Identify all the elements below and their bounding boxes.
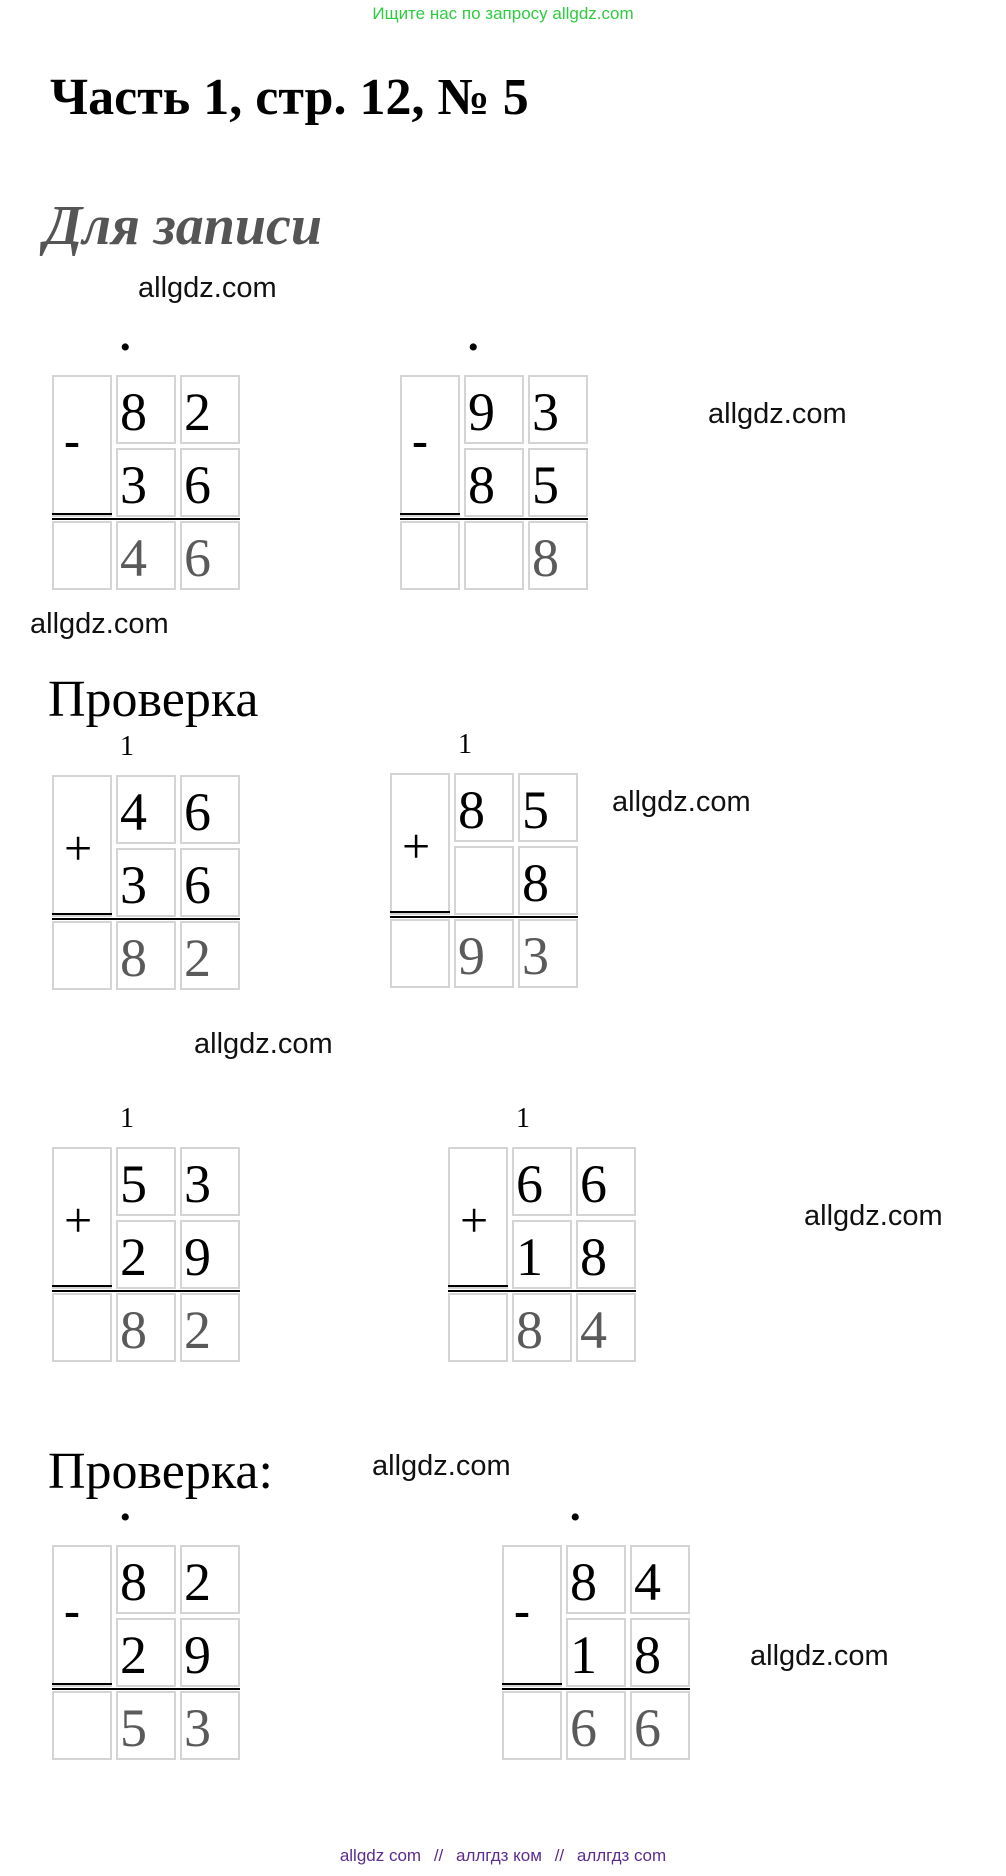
result-digit: 8 xyxy=(120,1300,147,1360)
bottom-digit: 8 xyxy=(580,1227,607,1287)
sign-cell xyxy=(400,375,460,517)
bottom-digit: 9 xyxy=(184,1227,211,1287)
operator-sign: - xyxy=(514,1584,530,1637)
top-digit: 8 xyxy=(458,780,485,840)
search-banner: Ищите нас по запросу allgdz.com xyxy=(372,4,634,23)
top-digit-cell xyxy=(576,1147,636,1216)
operator-sign: + xyxy=(460,1192,489,1248)
result-digit: 3 xyxy=(184,1698,211,1758)
page-title: Часть 1, стр. 12, № 5 xyxy=(50,69,529,126)
result-digit-cell xyxy=(116,1293,176,1362)
bottom-digit: 1 xyxy=(570,1625,597,1685)
result-digit: 6 xyxy=(570,1698,597,1758)
watermark: allgdz.com xyxy=(194,1028,333,1060)
top-digit: 2 xyxy=(184,382,211,442)
sum-line xyxy=(52,1290,240,1292)
sum-line-double xyxy=(390,911,450,913)
top-digit-cell xyxy=(180,775,240,844)
result-digit-cell xyxy=(180,521,240,590)
bottom-digit: 6 xyxy=(184,855,211,915)
result-digit: 8 xyxy=(532,528,559,588)
result-digit-cell xyxy=(566,1691,626,1760)
bottom-digit-cell xyxy=(116,848,176,917)
sum-line xyxy=(52,518,240,520)
sum-line-double xyxy=(52,1683,112,1685)
footer-link-allgdz-mixed[interactable]: аллгдз com xyxy=(576,1846,667,1865)
bottom-digit-cell xyxy=(576,1220,636,1289)
bottom-digit: 6 xyxy=(184,455,211,515)
sign-cell xyxy=(502,1545,562,1687)
top-digit-cell xyxy=(180,1147,240,1216)
bottom-digit: 9 xyxy=(184,1625,211,1685)
bottom-digit-cell xyxy=(116,448,176,517)
sum-line xyxy=(400,518,588,520)
top-digit-cell xyxy=(180,375,240,444)
top-digit-cell xyxy=(116,1545,176,1614)
sign-cell xyxy=(52,375,112,517)
bottom-digit-cell xyxy=(454,846,514,915)
bottom-digit-cell xyxy=(180,848,240,917)
watermark: allgdz.com xyxy=(708,398,847,430)
borrow-dot: • xyxy=(120,1501,131,1534)
sum-line-double xyxy=(52,913,112,915)
borrow-dot: • xyxy=(570,1501,581,1534)
top-digit-cell xyxy=(116,375,176,444)
result-empty-cell xyxy=(502,1691,562,1760)
result-empty-cell xyxy=(390,919,450,988)
footer-links xyxy=(0,1846,1006,1866)
result-digit: 5 xyxy=(120,1698,147,1758)
carry-mark: 1 xyxy=(120,731,134,762)
top-digit-cell xyxy=(512,1147,572,1216)
operator-sign: - xyxy=(412,414,428,467)
result-digit: 9 xyxy=(458,926,485,986)
watermark: allgdz.com xyxy=(612,786,751,818)
top-digit: 8 xyxy=(120,1552,147,1612)
result-digit: 3 xyxy=(522,926,549,986)
result-digit-cell xyxy=(116,1691,176,1760)
sum-line xyxy=(52,918,240,920)
bottom-digit-cell xyxy=(512,1220,572,1289)
top-digit: 5 xyxy=(120,1154,147,1214)
bottom-digit-cell xyxy=(630,1618,690,1687)
top-digit: 3 xyxy=(532,382,559,442)
bottom-digit-cell xyxy=(180,1220,240,1289)
operator-sign: + xyxy=(64,1192,93,1248)
top-digit-cell xyxy=(116,775,176,844)
result-digit: 4 xyxy=(580,1300,607,1360)
result-digit-cell xyxy=(528,521,588,590)
bottom-digit-cell xyxy=(566,1618,626,1687)
result-empty-cell xyxy=(52,521,112,590)
sum-line-double xyxy=(400,513,460,515)
result-digit-cell xyxy=(576,1293,636,1362)
operator-sign: + xyxy=(402,818,431,874)
result-digit: 8 xyxy=(516,1300,543,1360)
bottom-digit-cell xyxy=(180,448,240,517)
result-empty-cell xyxy=(52,921,112,990)
result-empty-cell xyxy=(52,1293,112,1362)
watermark: allgdz.com xyxy=(372,1450,511,1482)
result-digit-cell xyxy=(464,521,524,590)
result-digit-cell xyxy=(116,521,176,590)
top-digit: 9 xyxy=(468,382,495,442)
watermark: allgdz.com xyxy=(30,608,169,640)
result-digit-cell xyxy=(116,921,176,990)
bottom-digit: 1 xyxy=(516,1227,543,1287)
top-digit: 6 xyxy=(516,1154,543,1214)
bottom-digit-cell xyxy=(518,846,578,915)
section-subtitle: Для записи xyxy=(44,195,322,257)
footer-link-allgdz-ru[interactable]: аллгдз ком xyxy=(456,1846,542,1865)
bottom-digit: 3 xyxy=(120,855,147,915)
result-digit-cell xyxy=(180,1293,240,1362)
top-digit-cell xyxy=(454,773,514,842)
top-digit: 2 xyxy=(184,1552,211,1612)
top-digit-cell xyxy=(116,1147,176,1216)
top-digit: 3 xyxy=(184,1154,211,1214)
sum-line-double xyxy=(52,1285,112,1287)
footer-separator: // xyxy=(433,1846,444,1865)
top-digit-cell xyxy=(566,1545,626,1614)
operator-sign: - xyxy=(64,414,80,467)
watermark: allgdz.com xyxy=(804,1200,943,1232)
operator-sign: + xyxy=(64,820,93,876)
check-heading: Проверка xyxy=(48,671,259,728)
top-digit-cell xyxy=(528,375,588,444)
bottom-digit-cell xyxy=(180,1618,240,1687)
bottom-digit-cell xyxy=(464,448,524,517)
result-empty-cell xyxy=(52,1691,112,1760)
bottom-digit-cell xyxy=(116,1618,176,1687)
top-digit: 6 xyxy=(184,782,211,842)
bottom-digit-cell xyxy=(116,1220,176,1289)
bottom-digit-cell xyxy=(528,448,588,517)
sign-cell xyxy=(390,773,450,915)
sum-line xyxy=(502,1688,690,1690)
result-empty-cell xyxy=(400,521,460,590)
borrow-dot: • xyxy=(120,331,131,364)
result-empty-cell xyxy=(448,1293,508,1362)
sum-line-double xyxy=(502,1683,562,1685)
footer-link-allgdz[interactable]: allgdz com xyxy=(339,1846,422,1865)
watermark: allgdz.com xyxy=(750,1640,889,1672)
result-digit: 2 xyxy=(184,1300,211,1360)
sum-line xyxy=(390,916,578,918)
carry-mark: 1 xyxy=(458,729,472,760)
bottom-digit: 8 xyxy=(634,1625,661,1685)
result-digit-cell xyxy=(630,1691,690,1760)
sign-cell xyxy=(52,1147,112,1289)
check-heading-2: Проверка: xyxy=(48,1443,273,1500)
result-digit: 2 xyxy=(184,928,211,988)
result-digit-cell xyxy=(454,919,514,988)
sum-line-double xyxy=(448,1285,508,1287)
sum-line-double xyxy=(52,513,112,515)
sign-cell xyxy=(52,775,112,917)
sum-line xyxy=(52,1688,240,1690)
carry-mark: 1 xyxy=(516,1103,530,1134)
result-digit: 4 xyxy=(120,528,147,588)
carry-mark: 1 xyxy=(120,1103,134,1134)
result-digit-cell xyxy=(180,1691,240,1760)
result-digit-cell xyxy=(180,921,240,990)
bottom-digit: 8 xyxy=(468,455,495,515)
borrow-dot: • xyxy=(468,331,479,364)
result-digit-cell xyxy=(512,1293,572,1362)
top-digit-cell xyxy=(630,1545,690,1614)
top-digit: 6 xyxy=(580,1154,607,1214)
result-digit: 6 xyxy=(634,1698,661,1758)
bottom-digit: 3 xyxy=(120,455,147,515)
top-digit: 8 xyxy=(570,1552,597,1612)
top-digit-cell xyxy=(464,375,524,444)
bottom-digit: 2 xyxy=(120,1625,147,1685)
top-digit-cell xyxy=(180,1545,240,1614)
watermark: allgdz.com xyxy=(138,272,277,304)
bottom-digit: 2 xyxy=(120,1227,147,1287)
top-digit-cell xyxy=(518,773,578,842)
bottom-digit: 8 xyxy=(522,853,549,913)
footer-separator: // xyxy=(554,1846,565,1865)
operator-sign: - xyxy=(64,1584,80,1637)
top-digit: 5 xyxy=(522,780,549,840)
sign-cell xyxy=(52,1545,112,1687)
top-digit: 4 xyxy=(120,782,147,842)
top-digit: 8 xyxy=(120,382,147,442)
bottom-digit: 5 xyxy=(532,455,559,515)
sum-line xyxy=(448,1290,636,1292)
sign-cell xyxy=(448,1147,508,1289)
result-digit-cell xyxy=(518,919,578,988)
top-digit: 4 xyxy=(634,1552,661,1612)
result-digit: 8 xyxy=(120,928,147,988)
result-digit: 6 xyxy=(184,528,211,588)
